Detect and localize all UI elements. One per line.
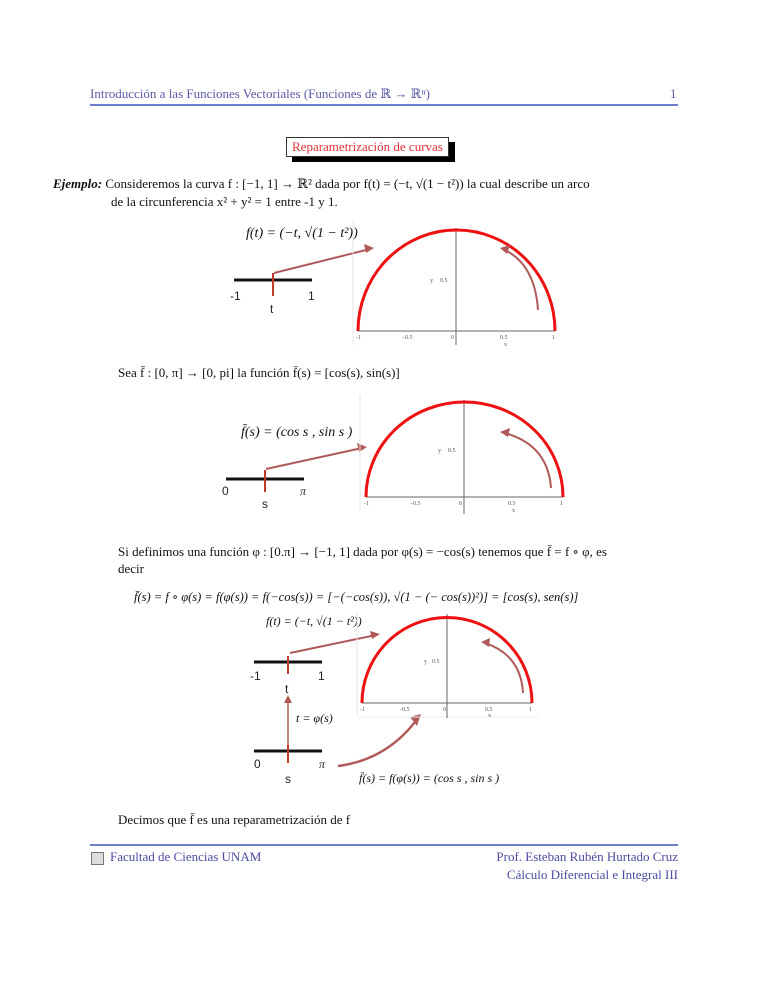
svg-text:-0.5: -0.5 bbox=[403, 335, 413, 341]
figure3-bottom-interval-left: 0 bbox=[254, 757, 261, 771]
svg-text:0.5: 0.5 bbox=[448, 448, 456, 454]
svg-text:0: 0 bbox=[451, 335, 454, 341]
figure1-param-label: t bbox=[270, 302, 274, 316]
svg-text:0.5: 0.5 bbox=[508, 501, 516, 507]
svg-text:1: 1 bbox=[552, 335, 555, 341]
footer-rule bbox=[90, 844, 678, 846]
header-title: Introducción a las Funciones Vectoriales (Funciones de ℝ → ℝⁿ) bbox=[90, 86, 430, 101]
example-line1: Consideremos la curva f : [−1, 1] → ℝ² dada por f(t) = (−t, √(1 − t²)) la cual describe un arco bbox=[105, 176, 590, 191]
svg-text:1: 1 bbox=[529, 707, 532, 713]
figure2-formula: f̄(s) = (cos s , sin s ) bbox=[241, 425, 353, 440]
svg-text:y: y bbox=[430, 278, 433, 284]
svg-text:-0.5: -0.5 bbox=[400, 707, 410, 713]
svg-text:1: 1 bbox=[560, 501, 563, 507]
svg-text:0.5: 0.5 bbox=[500, 335, 508, 341]
page-number: 1 bbox=[670, 86, 677, 101]
svg-text:-0.5: -0.5 bbox=[411, 501, 421, 507]
figure3-top-interval-right: 1 bbox=[318, 669, 325, 683]
footer-right-line2: Cálculo Diferencial e Integral III bbox=[506, 867, 678, 882]
svg-text:-1: -1 bbox=[356, 335, 361, 341]
svg-text:y: y bbox=[424, 659, 427, 665]
figure3-bottom-interval-right: π bbox=[319, 757, 326, 771]
example-label: Ejemplo: bbox=[53, 176, 103, 191]
figure3-top-param-label: t bbox=[285, 682, 289, 696]
figure3-formula-top: f(t) = (−t, √(1 − t²)) bbox=[266, 614, 362, 628]
figure2-interval-left: 0 bbox=[222, 484, 229, 498]
figure3-top-interval-left: -1 bbox=[250, 669, 261, 683]
definition-equation: f̄(s) = f ∘ φ(s) = f(φ(s)) = f(−cos(s)) = [−(−cos(s)), √(1 − (− cos(s))²)] = [cos(s), sen(s)] bbox=[134, 590, 579, 604]
svg-text:0.5: 0.5 bbox=[485, 707, 493, 713]
sea-paragraph: Sea f̄ : [0, π] → [0, pi] la función f̄(s) = [cos(s), sin(s)] bbox=[118, 365, 400, 380]
svg-text:x: x bbox=[504, 342, 507, 348]
figure3-bottom-param-label: s bbox=[285, 772, 291, 786]
figure2-param-label: s bbox=[262, 497, 268, 511]
figure1-interval-left: -1 bbox=[230, 289, 241, 303]
footer-right-line1: Prof. Esteban Rubén Hurtado Cruz bbox=[496, 849, 678, 864]
figure1-interval-right: 1 bbox=[308, 289, 315, 303]
svg-text:x: x bbox=[488, 713, 491, 719]
svg-text:0: 0 bbox=[459, 501, 462, 507]
figure3-formula-bottom: f̄(s) = f(φ(s)) = (cos s , sin s ) bbox=[359, 771, 500, 785]
svg-text:0: 0 bbox=[443, 707, 446, 713]
example-line2: de la circunferencia x² + y² = 1 entre -1 y 1. bbox=[111, 194, 338, 209]
definition-line1: Si definimos una función φ : [0.π] → [−1, 1] dada por φ(s) = −cos(s) tenemos que f̄ = f ∘ φ, es bbox=[118, 544, 607, 559]
figure1-formula: f(t) = (−t, √(1 − t²)) bbox=[246, 226, 358, 241]
figure2-interval-right: π bbox=[300, 484, 307, 498]
svg-text:-1: -1 bbox=[364, 501, 369, 507]
svg-text:0.5: 0.5 bbox=[432, 659, 440, 665]
footer-left: Facultad de Ciencias UNAM bbox=[110, 849, 262, 864]
svg-text:0.5: 0.5 bbox=[440, 278, 448, 284]
section-title: Reparametrización de curvas bbox=[286, 137, 449, 157]
svg-text:y: y bbox=[438, 448, 441, 454]
conclusion-text: Decimos que f̄ es una reparametrización de f bbox=[118, 812, 351, 827]
definition-line2: decir bbox=[118, 561, 144, 576]
unam-logo-icon bbox=[91, 852, 104, 865]
svg-text:-1: -1 bbox=[360, 707, 365, 713]
figure3-phi-label: t = φ(s) bbox=[296, 711, 333, 725]
svg-text:x: x bbox=[512, 508, 515, 514]
